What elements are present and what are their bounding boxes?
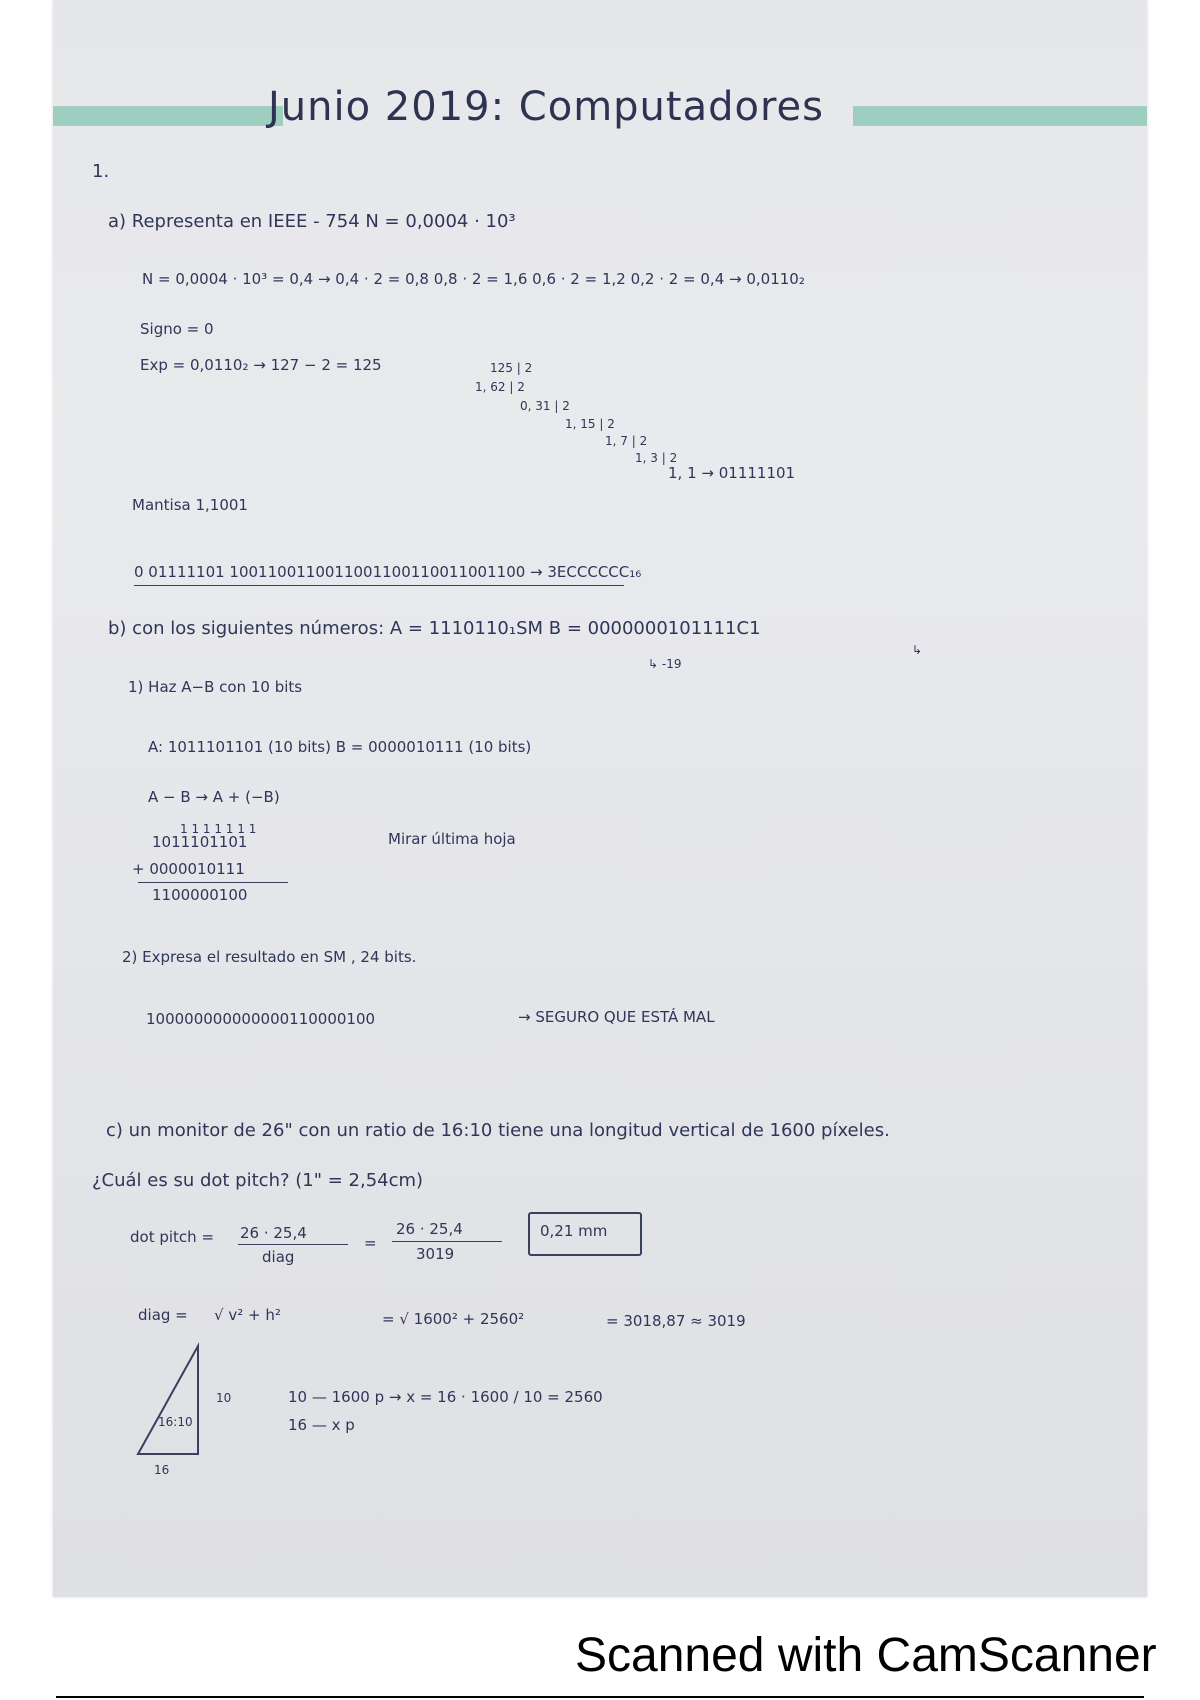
frac2-numerator: 26 · 25,4 — [396, 1220, 463, 1238]
dot-pitch-label: dot pitch = — [130, 1228, 215, 1246]
part-b-item1: 1) Haz A−B con 10 bits — [128, 678, 303, 696]
part-a-heading: a) Representa en IEEE - 754 N = 0,0004 · 10³ — [108, 211, 516, 232]
header-band-left — [53, 106, 283, 126]
mirar-note: Mirar última hoja — [388, 830, 516, 848]
diag-label: diag = — [138, 1306, 188, 1324]
result-underline — [134, 585, 624, 586]
part-a-calc: N = 0,0004 · 10³ = 0,4 → 0,4 · 2 = 0,8 0,8 · 2 = 1,6 0,6 · 2 = 1,2 0,2 · 2 = 0,4 → 0,0110₂ — [142, 270, 805, 288]
part-b-heading: b) con los siguientes números: A = 1110110₁SM B = 0000000101111C1 — [108, 618, 761, 639]
triangle-base-label: 16 — [154, 1463, 170, 1477]
div-step-5: 1, 7 | 2 — [605, 434, 648, 448]
frac2-bar — [392, 1241, 502, 1242]
part-c-line1: c) un monitor de 26" con un ratio de 16:10 tiene una longitud vertical de 1600 píxeles. — [106, 1120, 890, 1141]
frac1-bar — [238, 1244, 348, 1245]
part-b-note-b: ↳ — [912, 643, 923, 657]
dot-pitch-result: 0,21 mm — [540, 1222, 608, 1240]
equals-sign: = — [364, 1234, 377, 1252]
proportion-line-2: 16 — x p — [288, 1416, 355, 1434]
div-step-4: 1, 15 | 2 — [565, 417, 615, 431]
sm-result: 100000000000000110000100 — [146, 1010, 376, 1028]
sum-row-1: 1011101101 — [152, 833, 248, 851]
diag-values: = √ 1600² + 2560² — [382, 1310, 525, 1328]
div-step-7: 1, 1 → 01111101 — [668, 464, 796, 482]
div-step-3: 0, 31 | 2 — [520, 399, 570, 413]
camscanner-watermark: Scanned with CamScanner — [575, 1629, 1157, 1682]
sum-row-2: + 0000010111 — [132, 860, 245, 878]
proportion-line-1: 10 — 1600 p → x = 16 · 1600 / 10 = 2560 — [288, 1388, 603, 1406]
part-b-item2: 2) Expresa el resultado en SM , 24 bits. — [122, 948, 417, 966]
seguro-note: → SEGURO QUE ESTÁ MAL — [518, 1008, 715, 1026]
part-a-result: 0 01111101 1001100110011001100110011001100 → 3ECCCCCC₁₆ — [134, 563, 642, 581]
div-step-6: 1, 3 | 2 — [635, 451, 678, 465]
page-title: Junio 2019: Computadores — [268, 84, 824, 130]
div-step-2: 1, 62 | 2 — [475, 380, 525, 394]
diag-formula: √ v² + h² — [214, 1306, 281, 1324]
sum-line — [138, 882, 288, 883]
frac2-denominator: 3019 — [416, 1245, 455, 1263]
header-band-right — [853, 106, 1147, 126]
part-a-mantisa: Mantisa 1,1001 — [132, 496, 248, 514]
div-step-1: 125 | 2 — [490, 361, 533, 375]
part-a-signo: Signo = 0 — [140, 320, 214, 338]
part-b-ab-line: A: 1011101101 (10 bits) B = 0000010111 (10 bits) — [148, 738, 532, 756]
sum-total: 1100000100 — [152, 886, 248, 904]
frac1-numerator: 26 · 25,4 — [240, 1224, 307, 1242]
ratio-triangle-diagram — [82, 1342, 212, 1462]
part-a-exp: Exp = 0,0110₂ → 127 − 2 = 125 — [140, 356, 382, 374]
footer-rule — [56, 1696, 1144, 1698]
part-b-operation: A − B → A + (−B) — [148, 788, 280, 806]
triangle-side-label: 10 — [216, 1391, 232, 1405]
diag-result: = 3018,87 ≈ 3019 — [606, 1312, 746, 1330]
sum-carry: 1 1 1 1 1 1 1 — [180, 822, 257, 836]
part-b-note-a: ↳ -19 — [648, 657, 682, 671]
frac1-denominator: diag — [262, 1248, 295, 1266]
part-c-line2: ¿Cuál es su dot pitch? (1" = 2,54cm) — [92, 1170, 424, 1191]
question-number: 1. — [92, 161, 110, 182]
triangle-inner-label: 16:10 — [158, 1415, 193, 1429]
